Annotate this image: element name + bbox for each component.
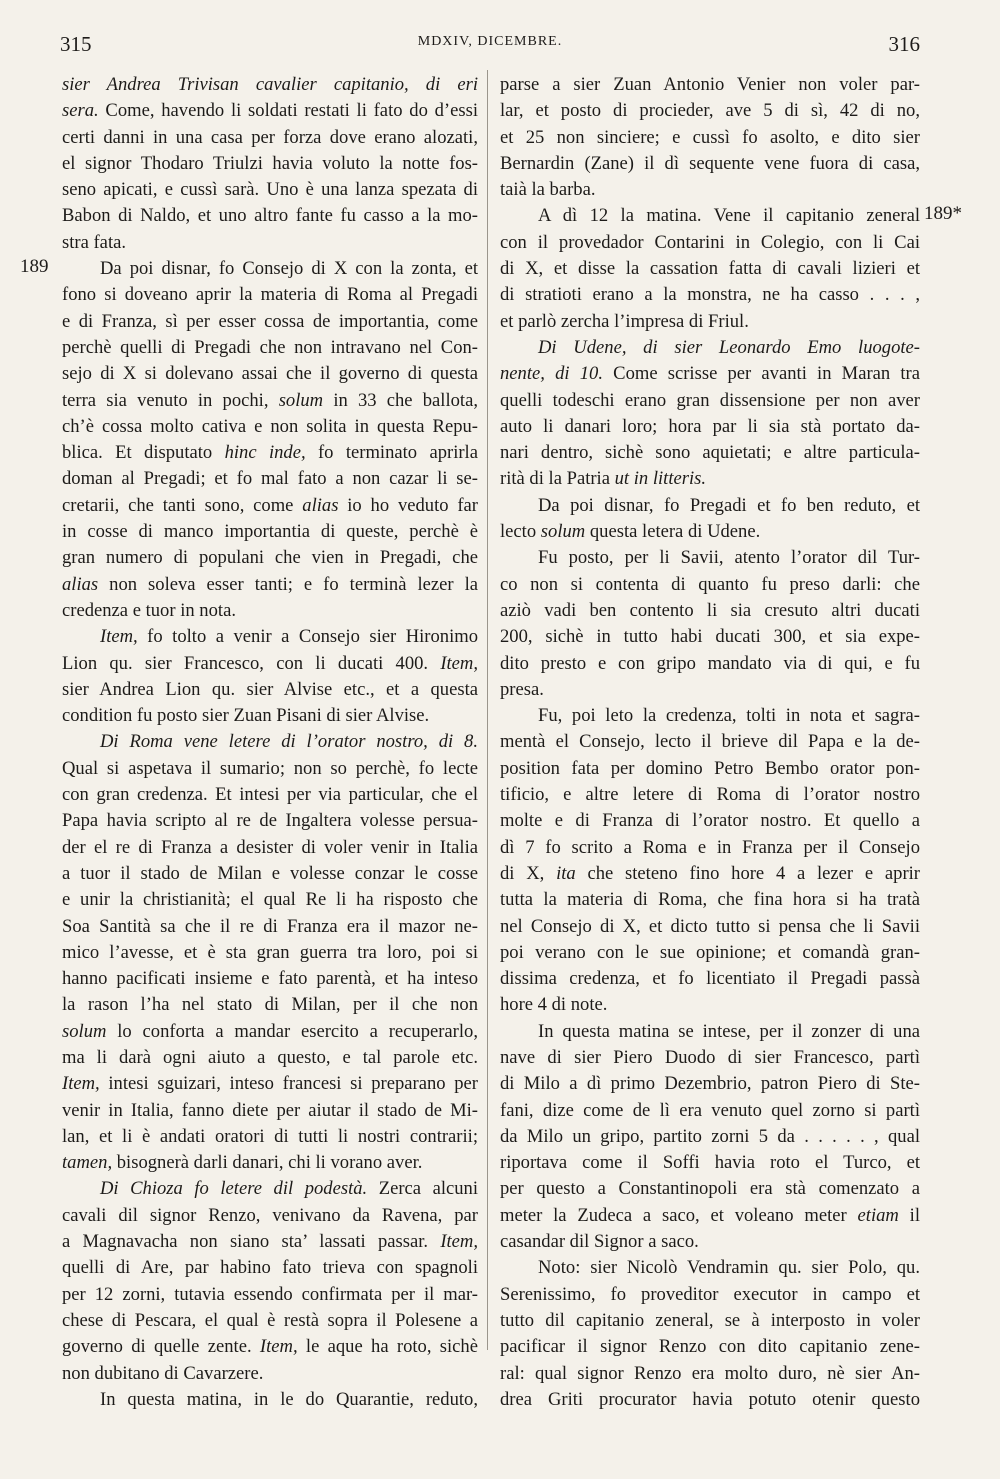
- text-run: In questa matina se intese, per il zonzer di una: [538, 1020, 920, 1042]
- italic-text: Item,: [259, 1336, 298, 1358]
- text-line: [62, 1229, 478, 1255]
- text-run: lan, et li è andati oratori di tutti li nostri contrarii;: [62, 1125, 478, 1147]
- text-run: governo di quelle zente.: [62, 1336, 260, 1358]
- text-run: parse a sier Zuan Antonio Venier non voler par-: [500, 74, 920, 95]
- text-line: [62, 388, 478, 414]
- text-line: [62, 282, 478, 308]
- text-line: [500, 808, 920, 834]
- text-line: [500, 835, 920, 861]
- text-run: Papa havia scripto al re de Ingaltera volesse persua-: [62, 810, 478, 832]
- italic-text: Item,: [440, 652, 478, 674]
- italic-text: Di Roma vene letere di l’orator nostro, di 8.: [100, 731, 478, 753]
- text-line: [62, 1019, 478, 1045]
- text-line: [62, 861, 478, 887]
- text-line: [500, 1308, 920, 1334]
- running-title: MDXIV, DICEMBRE.: [417, 34, 563, 49]
- text-line: [500, 1045, 920, 1071]
- italic-text: alias: [302, 494, 339, 516]
- text-line: [500, 388, 920, 414]
- text-run: rità di la Patria: [500, 468, 615, 490]
- text-run: di X, et disse la cassation fatta di cavali lizieri et: [500, 258, 920, 280]
- text-line: [500, 651, 920, 677]
- italic-text: Item,: [440, 1231, 478, 1253]
- text-run: et 25 non sinciere; e cussì fo asolto, e dito sier: [500, 126, 920, 148]
- text-run: In questa matina, in le do Quarantie, reduto,: [100, 1388, 478, 1410]
- italic-text: hinc inde,: [224, 442, 306, 464]
- text-run: Come scrisse per avanti in Maran tra: [602, 363, 920, 385]
- text-run: da Milo un gripo, partito zorni 5 da . . . . . , qual: [500, 1125, 920, 1147]
- text-run: tificio, e altre letere di Roma di l’orator nostro: [500, 784, 920, 806]
- text-run: fani, dize come de lì era venuto quel zorno si partì: [500, 1099, 920, 1121]
- text-run: seno apicati, e cussì sarà. Uno è una lanza spezata di: [62, 179, 478, 201]
- text-line: [500, 1361, 920, 1387]
- text-run: Bernardin (Zane) il dì sequente vene fuora di casa,: [500, 152, 920, 174]
- text-line: [62, 729, 478, 755]
- text-line: [62, 1071, 478, 1097]
- text-line: [500, 1203, 920, 1229]
- text-run: ma li darà ogni aiuto a questo, e tal parole etc.: [62, 1046, 478, 1068]
- text-run: mentà el Consejo, lecto il brieve dil Papa e la de-: [500, 731, 920, 753]
- text-line: [62, 1150, 478, 1176]
- text-run: molte e di Franza di l’orator nostro. Et quello a: [500, 810, 920, 832]
- text-run: Da poi disnar, fo Consejo di X con la zonta, et: [100, 258, 478, 280]
- text-line: [500, 598, 920, 624]
- text-run: Da poi disnar, fo Pregadi et fo ben reduto, et: [538, 494, 920, 516]
- italic-text: solum: [62, 1020, 107, 1042]
- text-run: dissima credenza, et fo licentiato il Pregadi passà: [500, 968, 920, 990]
- text-run: venir in Italia, fanno diete per aiutar il stado de Mi-: [62, 1099, 478, 1121]
- text-line: [500, 545, 920, 571]
- text-run: auto li danari loro; hora par li sia stà portato da-: [500, 415, 920, 437]
- text-line: [62, 782, 478, 808]
- text-run: poi verano con le sue opinione; et comandà gran-: [500, 941, 920, 963]
- text-run: chese di Pescara, el qual è restà sopra il Polesene a: [62, 1309, 478, 1331]
- text-line: [62, 1124, 478, 1150]
- text-run: drea Griti procurator havia potuto otenir questo: [500, 1388, 920, 1410]
- italic-text: tamen,: [62, 1152, 113, 1174]
- text-line: [500, 861, 920, 887]
- text-run: con gran credenza. Et intesi per via particular, che el: [62, 784, 478, 806]
- text-run: Noto: sier Nicolò Vendramin qu. sier Polo, qu.: [538, 1257, 920, 1279]
- text-line: [62, 1098, 478, 1124]
- text-run: Zerca alcuni: [367, 1178, 478, 1200]
- text-line: [62, 519, 478, 545]
- text-run: dì 7 fo scrito a Roma e in Franza per il Consejo: [500, 836, 920, 858]
- text-run: nave di sier Piero Duodo di sier Francesco, partì: [500, 1046, 920, 1068]
- text-line: [500, 125, 920, 151]
- text-line: [500, 203, 920, 229]
- text-run: meter la Zudeca a saco, et voleano meter: [500, 1204, 858, 1226]
- text-run: che steteno fino hore 4 a lezer e aprir: [575, 862, 920, 884]
- text-line: [500, 703, 920, 729]
- text-line: [500, 282, 920, 308]
- text-line: [500, 98, 920, 124]
- text-run: in 33 che ballota,: [323, 389, 478, 411]
- text-line: [500, 782, 920, 808]
- text-run: sejo di X si dolevano assai che il governo di questa: [62, 363, 478, 385]
- italic-text: sera.: [62, 100, 99, 122]
- text-run: blica. Et disputato: [62, 442, 225, 464]
- text-line: [500, 1071, 920, 1097]
- page-number-right: 316: [888, 32, 920, 56]
- italic-text: etiam: [857, 1204, 899, 1226]
- text-run: position fata per domino Petro Bembo orator pon-: [500, 757, 920, 779]
- text-line: [500, 1176, 920, 1202]
- text-line: [62, 125, 478, 151]
- text-run: cretarii, che tanti sono, come: [62, 494, 303, 516]
- text-run: Soa Santità sa che il re di Franza era il mazor ne-: [62, 915, 478, 937]
- text-line: [500, 72, 920, 98]
- text-run: A dì 12 la matina. Vene il capitanio zeneral: [538, 205, 920, 227]
- italic-text: solum: [540, 521, 586, 543]
- text-run: non soleva esser tanti; e fo terminà lezer la: [98, 573, 478, 595]
- text-run: Come, havendo li soldati restati li fato do d’essi: [98, 100, 478, 122]
- text-run: tutta la materia di Roma, che fina hora si ha tratà: [500, 889, 920, 911]
- text-line: [500, 177, 920, 203]
- text-line: [62, 1308, 478, 1334]
- italic-text: Di Chioza fo letere dil podestà.: [100, 1178, 368, 1200]
- left-column: [62, 72, 478, 1413]
- text-line: [62, 835, 478, 861]
- text-line: [62, 1334, 478, 1360]
- text-line: [500, 992, 920, 1018]
- italic-text: Di Udene, di sier Leonardo Emo luogote-: [538, 336, 920, 358]
- text-line: [62, 966, 478, 992]
- column-divider: [487, 70, 488, 1350]
- text-line: [62, 440, 478, 466]
- text-line: [62, 572, 478, 598]
- text-run: fo terminato aprirla: [305, 442, 478, 464]
- text-run: le aque ha roto, sichè: [297, 1336, 478, 1358]
- text-run: gran numero di populani che vien in Pregadi, che: [62, 547, 478, 569]
- text-run: Lion qu. sier Francesco, con li ducati 400.: [62, 652, 441, 674]
- text-line: [500, 1255, 920, 1281]
- text-run: hanno pacificati insieme e fato parentà, et ha inteso: [62, 968, 478, 990]
- right-column: [500, 72, 920, 1413]
- text-run: hore 4 di note.: [500, 994, 608, 1016]
- text-run: io ho veduto far: [338, 494, 478, 516]
- text-run: credenza e tuor in nota.: [62, 599, 236, 621]
- text-run: ral: qual signor Renzo era molto duro, nè sier An-: [500, 1362, 920, 1384]
- text-run: e di Franza, sì per esser cossa de importantia, come: [62, 310, 478, 332]
- text-line: [500, 256, 920, 282]
- italic-text: ut in litteris.: [614, 468, 707, 490]
- text-line: [62, 651, 478, 677]
- text-line: [500, 1282, 920, 1308]
- text-line: [62, 1045, 478, 1071]
- text-run: non dubitano di Cavarzere.: [62, 1362, 264, 1384]
- text-line: [62, 1255, 478, 1281]
- text-line: [62, 1361, 478, 1387]
- text-line: [500, 493, 920, 519]
- text-line: [62, 98, 478, 124]
- text-line: [62, 1282, 478, 1308]
- text-run: lecto: [500, 521, 541, 543]
- text-line: [62, 992, 478, 1018]
- text-run: taià la barba.: [500, 179, 596, 201]
- text-line: [500, 756, 920, 782]
- text-line: [62, 1176, 478, 1202]
- text-run: pacificar il signor Renzo con dito capitanio zene-: [500, 1336, 920, 1358]
- margin-note-right: 189*: [924, 203, 962, 224]
- text-run: la rason l’ha nel stato di Milan, per il che non: [62, 994, 478, 1016]
- text-run: questa letera di Udene.: [585, 521, 761, 543]
- italic-text: nente, di 10.: [500, 363, 603, 385]
- text-line: [62, 703, 478, 729]
- text-run: di Milo a dì primo Dezembrio, patron Piero di Ste-: [500, 1073, 920, 1095]
- text-line: [62, 545, 478, 571]
- text-run: Qual si aspetava il sumario; non so perchè, fo lecte: [62, 757, 478, 779]
- text-run: per 12 zorni, tutavia essendo confirmata per il mar-: [62, 1283, 478, 1305]
- text-line: [500, 151, 920, 177]
- text-run: aziò vadi ben contento li sia cresuto altri ducati: [500, 599, 920, 621]
- italic-text: solum: [278, 389, 324, 411]
- text-run: der el re di Franza a desister di voler venir in Italia: [62, 836, 478, 858]
- text-line: [500, 887, 920, 913]
- text-run: Fu, poi leto la credenza, tolti in nota et sagra-: [538, 705, 920, 727]
- text-line: [62, 598, 478, 624]
- text-run: bisognerà darli danari, chi li vorano aver.: [112, 1152, 423, 1174]
- text-run: casandar dil Signor a saco.: [500, 1231, 699, 1253]
- text-run: intesi sguizari, inteso francesi si preparano per: [99, 1073, 478, 1095]
- italic-text: sier Andrea Trivisan cavalier capitanio, di eri: [62, 74, 478, 95]
- text-line: [500, 1229, 920, 1255]
- text-run: di stratioti erano a la monstra, ne ha casso . . . ,: [500, 284, 920, 306]
- text-run: co non si contenta di quanto fu preso darli: che: [500, 573, 920, 595]
- italic-text: alias: [62, 573, 99, 595]
- text-run: mico l’avesse, et è sta gran guerra tra loro, poi si: [62, 941, 478, 963]
- text-line: [500, 1334, 920, 1360]
- text-run: lar, et posto di procieder, ave 5 di sì, 42 di no,: [500, 100, 920, 122]
- text-line: [500, 335, 920, 361]
- text-line: [500, 729, 920, 755]
- text-line: [500, 519, 920, 545]
- text-line: [500, 1098, 920, 1124]
- text-line: [62, 335, 478, 361]
- text-line: [500, 1124, 920, 1150]
- text-run: con il provedador Contarini in Colegio, con li Cai: [500, 231, 920, 253]
- text-run: certi danni in una casa per forza dove erano alozati,: [62, 126, 478, 148]
- text-line: [62, 677, 478, 703]
- text-run: nari dentro, sichè sono aquietati; e altre particula-: [500, 442, 920, 464]
- text-line: [62, 1387, 478, 1413]
- text-line: [62, 887, 478, 913]
- text-line: [62, 1203, 478, 1229]
- text-run: condition fu posto sier Zuan Pisani di sier Alvise.: [62, 705, 430, 727]
- italic-text: Item,: [100, 626, 138, 648]
- text-line: [500, 914, 920, 940]
- text-run: nel Consejo di X, et dicto tutto si pensa che li Savii: [500, 915, 920, 937]
- text-line: [62, 72, 478, 98]
- text-run: stra fata.: [62, 231, 127, 253]
- page-header: [60, 32, 920, 58]
- text-run: quelli todeschi erano gran dissensione per non aver: [500, 389, 920, 411]
- text-run: Babon di Naldo, et uno altro fante fu casso a la mo-: [62, 205, 478, 227]
- text-line: [500, 466, 920, 492]
- text-run: a Magnavacha non siano sta’ lassati passar.: [62, 1231, 441, 1253]
- text-run: terra sia venuto in pochi,: [62, 389, 279, 411]
- text-run: el signor Thodaro Triulzi havia voluto la notte fos-: [62, 152, 478, 174]
- text-line: [500, 440, 920, 466]
- text-line: [500, 309, 920, 335]
- text-line: [62, 203, 478, 229]
- text-line: [62, 466, 478, 492]
- text-line: [62, 914, 478, 940]
- text-run: il: [898, 1204, 920, 1226]
- text-run: doman al Pregadi; et fo mal fato a non cazar li se-: [62, 468, 478, 490]
- text-line: [62, 808, 478, 834]
- text-run: 200, sichè in tutto habi ducati 300, et sia expe-: [500, 626, 920, 648]
- text-line: [62, 940, 478, 966]
- text-line: [500, 1387, 920, 1413]
- italic-text: ita: [556, 862, 576, 884]
- text-line: [500, 624, 920, 650]
- text-run: per questo a Constantinopoli era stà comenzato a: [500, 1178, 920, 1200]
- text-run: quelli di Are, par habino fato trieva con spagnoli: [62, 1257, 478, 1279]
- text-run: in cosse di manco importantia di queste, perchè è: [62, 521, 478, 543]
- text-run: Fu posto, per li Savii, atento l’orator dil Tur-: [538, 547, 920, 569]
- text-line: [62, 230, 478, 256]
- text-run: cavali dil signor Renzo, venivano da Ravena, par: [62, 1204, 478, 1226]
- text-run: dito presto e con gripo mandato via di qui, e fu: [500, 652, 920, 674]
- text-line: [500, 1019, 920, 1045]
- text-run: tutto dil capitanio zeneral, se à interposto in voler: [500, 1309, 920, 1331]
- text-line: [500, 940, 920, 966]
- text-line: [500, 230, 920, 256]
- text-run: riportava come il Soffi havia roto el Turco, et: [500, 1152, 920, 1174]
- text-line: [62, 756, 478, 782]
- text-run: sier Andrea Lion qu. sier Alvise etc., et a questa: [62, 678, 478, 700]
- text-line: [500, 966, 920, 992]
- text-line: [62, 177, 478, 203]
- text-line: [62, 624, 478, 650]
- text-run: a tuor il stado de Milan e volesse conzar le cosse: [62, 862, 478, 884]
- italic-text: Item,: [62, 1073, 100, 1095]
- margin-note-left: 189: [20, 256, 49, 277]
- text-line: [62, 414, 478, 440]
- text-run: fo tolto a venir a Consejo sier Hironimo: [137, 626, 478, 648]
- text-line: [62, 151, 478, 177]
- text-line: [62, 361, 478, 387]
- text-run: di X,: [500, 862, 557, 884]
- text-run: Serenissimo, fo proveditor executor in campo et: [500, 1283, 920, 1305]
- text-line: [500, 572, 920, 598]
- text-run: presa.: [500, 678, 544, 700]
- text-run: fono si doveano aprir la materia di Roma al Pregadi: [62, 284, 478, 306]
- text-line: [500, 414, 920, 440]
- text-line: [62, 256, 478, 282]
- page-number-left: 315: [60, 32, 92, 56]
- text-run: e unir la christianità; el qual Re li ha risposto che: [62, 889, 478, 911]
- text-line: [62, 309, 478, 335]
- text-run: lo conforta a mandar esercito a recuperarlo,: [106, 1020, 478, 1042]
- text-line: [62, 493, 478, 519]
- text-line: [500, 677, 920, 703]
- text-run: et parlò zercha l’impresa di Friul.: [500, 310, 749, 332]
- text-run: perchè quelli di Pregadi che non intravano nel Con-: [62, 336, 478, 358]
- text-line: [500, 1150, 920, 1176]
- text-line: [500, 361, 920, 387]
- text-run: ch’è cossa molto cativa e non solita in questa Repu-: [62, 415, 478, 437]
